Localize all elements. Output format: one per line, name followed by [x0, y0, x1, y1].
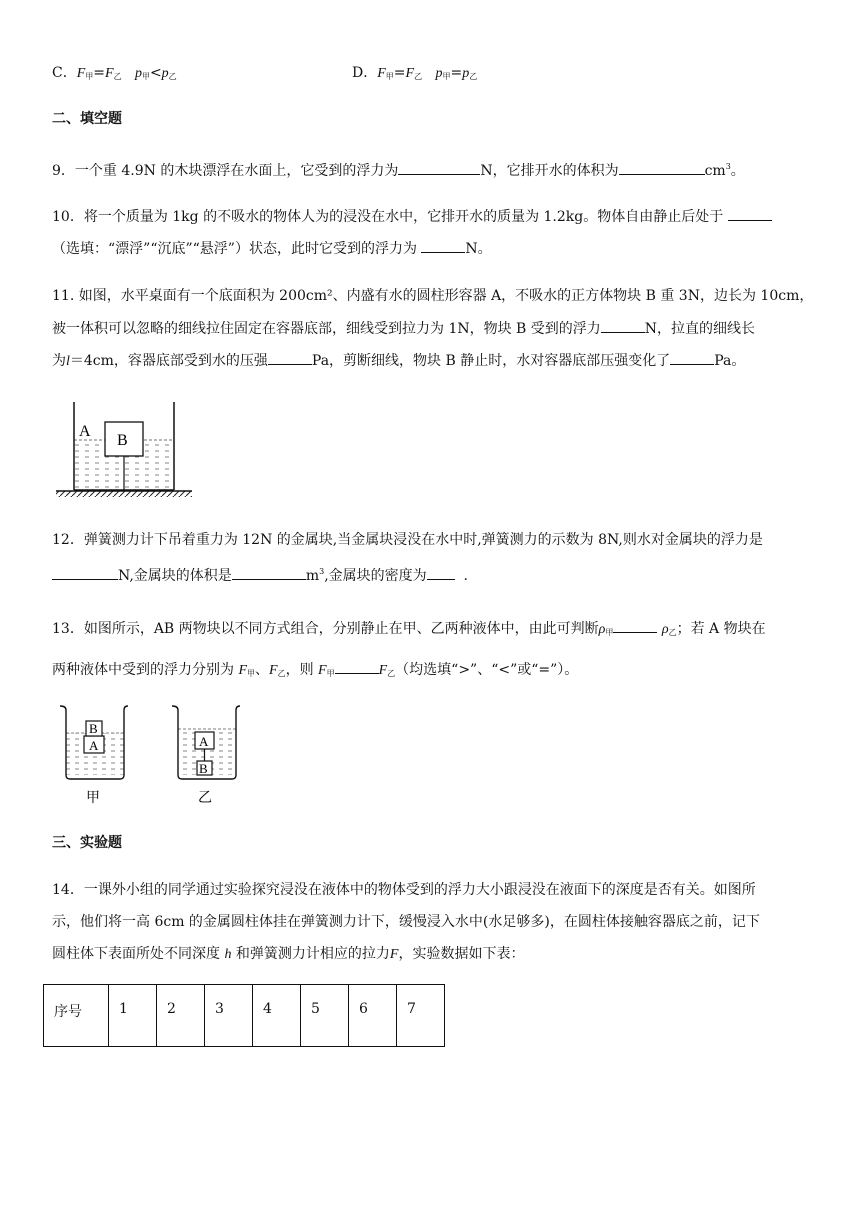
svg-text:B: B	[199, 761, 208, 776]
question-11-line-2: 被一体积可以忽略的细线拉住固定在容器底部，细线受到拉力为 1N，物块 B 受到的浮力 N，拉直的细线长	[52, 318, 755, 339]
question-14-line-1: 14．一课外小组的同学通过实验探究浸没在液体中的物体受到的浮力大小跟浸没在液面下的深度是否有关。如图所	[52, 882, 756, 898]
table-cell: 3	[205, 985, 253, 1047]
option-c: C．$F_甲=F_乙$ $p_甲<p_乙$	[52, 65, 177, 81]
svg-text:A: A	[89, 738, 99, 753]
question-14-line-2: 示，他们将一高 6cm 的金属圆柱体挂在弹簧测力计下，缓慢浸入水中(水足够多)，在圆柱体接触容器底之前，记下	[52, 914, 760, 930]
label-b: B	[117, 432, 128, 449]
beaker-jia	[60, 706, 128, 779]
answer-blank	[613, 618, 657, 633]
table-cell: 6	[349, 985, 397, 1047]
table-cell: 1	[109, 985, 157, 1047]
answer-blank	[728, 206, 772, 221]
answer-blank	[601, 318, 645, 333]
question-11-line-1: 11. 如图，水平桌面有一个底面积为 200cm²、内盛有水的圆柱形容器 A，不吸水的正方体物块 B 重 3N，边长为 10cm，	[52, 288, 814, 304]
experiment-data-table	[43, 984, 445, 1047]
section-heading-experiment: 三、实验题	[52, 835, 122, 851]
question-12-line-1: 12．弹簧测力计下吊着重力为 12N 的金属块,当金属块浸没在水中时,弹簧测力的示数为 8N,则水对金属块的浮力是	[52, 532, 763, 548]
question-14-line-3: 圆柱体下表面所处不同深度 h 和弹簧测力计相应的拉力F，实验数据如下表：	[52, 946, 525, 962]
answer-blank	[670, 350, 714, 365]
table-cell: 4	[253, 985, 301, 1047]
section-heading-fill-in: 二、填空题	[52, 111, 122, 127]
label-jia: 甲	[86, 791, 100, 806]
label-yi: 乙	[198, 791, 212, 806]
svg-text:B: B	[89, 721, 98, 736]
table-cell: 2	[157, 985, 205, 1047]
figure-two-beakers	[56, 700, 256, 812]
answer-blank	[619, 160, 705, 175]
table-surface	[56, 491, 192, 497]
table-cell: 5	[301, 985, 349, 1047]
question-13-line-1: 13．如图所示，AB 两物块以不同方式组合，分别静止在甲、乙两种液体中，由此可判断$\rho_甲$ $\rho_乙$；若 A 物块在	[52, 618, 766, 643]
table-header-cell: 序号	[44, 985, 109, 1047]
question-10-line-1: 10．将一个质量为 1kg 的不吸水的物体人为的浸没在水中，它排开水的质量为 1.2kg。物体自由静止后处于	[52, 206, 772, 227]
answer-blank	[398, 160, 480, 175]
svg-text:A: A	[199, 734, 209, 749]
beaker-yi	[172, 706, 240, 779]
option-d: D．$F_甲=F_乙$ $p_甲=p_乙$	[352, 65, 478, 81]
question-10-line-2: （选填：“漂浮”“沉底”“悬浮”）状态，此时它受到的浮力为 N。	[52, 238, 492, 259]
table-row	[44, 985, 445, 1047]
answer-blank	[427, 565, 455, 580]
table-cell: 7	[397, 985, 445, 1047]
figure-container-block	[54, 400, 194, 500]
question-11-line-3: 为l＝4cm，容器底部受到水的压强 Pa，剪断细线，物块 B 静止时，水对容器底部压强变化了 Pa。	[52, 350, 745, 372]
answer-blank	[268, 350, 312, 365]
question-12-line-2: N,金属块的体积是 $m^3$,金属块的密度为 .	[52, 562, 468, 586]
answer-blank	[335, 659, 379, 674]
label-a: A	[79, 423, 91, 440]
answer-blank	[52, 565, 118, 580]
answer-blank	[232, 565, 306, 580]
answer-blank	[421, 238, 465, 253]
question-13-line-2: 两种液体中受到的浮力分别为 $F_甲$、$F_乙$，则 $F_甲$ $F_乙$（均选填“>”、“<”或“=”）。	[52, 659, 578, 684]
question-9: 9．一个重 4.9N 的木块漂浮在水面上，它受到的浮力为 N，它排开水的体积为 $cm^3$。	[52, 162, 745, 179]
